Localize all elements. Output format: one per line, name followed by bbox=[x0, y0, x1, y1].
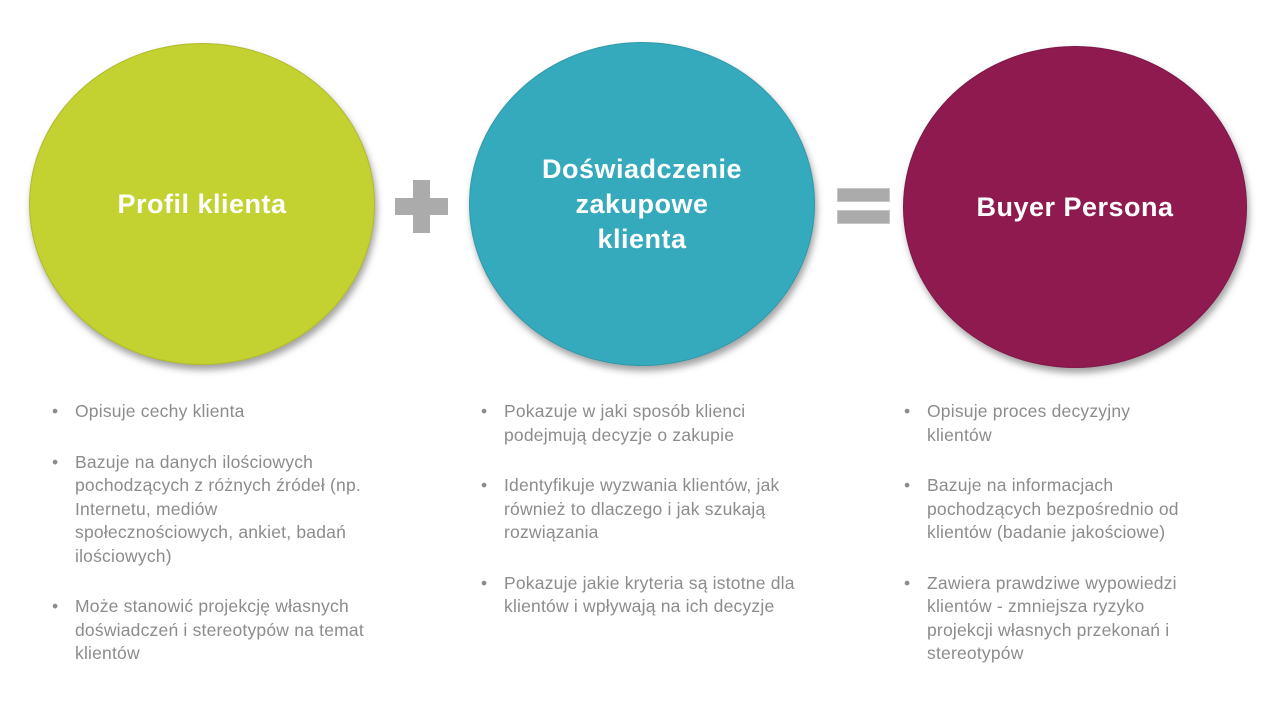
list-item bbox=[477, 474, 825, 545]
title-line: Doświadczenie bbox=[541, 153, 743, 184]
bullet-text: Bazuje na informacjach pochodzących bezpośrednio od klientów (badanie jakościowe) bbox=[927, 475, 1179, 542]
bullet-icon: • bbox=[481, 475, 488, 495]
circle-title-buyer-persona: Buyer Persona bbox=[976, 191, 1174, 222]
bullet-list-buyer-persona bbox=[900, 400, 1196, 693]
bullet-text: Zawiera prawdziwe wypowiedzi klientów - zmniejsza ryzyko projekcji własnych przekonań i stereotypów bbox=[927, 572, 1177, 663]
bullet-icon: • bbox=[52, 596, 59, 616]
circle-title-doswiadczenie-zakupowe bbox=[522, 152, 762, 257]
equals-top-bar bbox=[837, 188, 890, 202]
bullet-icon: • bbox=[904, 572, 911, 593]
bullet-text: Pokazuje w jaki sposób klienci podejmują decyzje o zakupie bbox=[504, 401, 746, 445]
bullet-text: Opisuje proces decyzyjny klientów bbox=[927, 401, 1131, 445]
list-item bbox=[900, 474, 1196, 545]
equals-icon bbox=[837, 188, 890, 224]
title-line: zakupowe bbox=[575, 188, 709, 219]
circle-profil-klienta bbox=[29, 43, 375, 365]
bullet-icon: • bbox=[481, 401, 488, 421]
bullet-text: Bazuje na danych ilościowych pochodzących z różnych źródeł (np. Internetu, mediów społecznościowych, ankiet, badań ilościowych) bbox=[75, 451, 361, 566]
bullet-icon: • bbox=[904, 475, 911, 495]
list-item bbox=[48, 400, 380, 424]
bullet-list-doswiadczenie-zakupowe bbox=[477, 400, 825, 646]
bullet-text: Identyfikuje wyzwania klientów, jak również to dlaczego i jak szukają rozwiązania bbox=[504, 475, 780, 542]
list-item bbox=[48, 451, 380, 569]
circle-doswiadczenie-zakupowe bbox=[469, 42, 815, 366]
bullet-icon: • bbox=[481, 572, 488, 593]
bullet-text: Może stanowić projekcję własnych doświadczeń i stereotypów na temat klientów bbox=[75, 596, 364, 663]
list-item bbox=[900, 572, 1196, 666]
plus-vertical-bar bbox=[413, 180, 430, 233]
list-item bbox=[477, 400, 825, 447]
bullet-icon: • bbox=[904, 401, 911, 421]
bullet-icon: • bbox=[52, 451, 59, 472]
list-item bbox=[477, 572, 825, 619]
list-item bbox=[900, 400, 1196, 447]
title-line: klienta bbox=[597, 223, 687, 254]
circle-title-profil-klienta: Profil klienta bbox=[117, 188, 287, 219]
bullet-icon: • bbox=[52, 401, 59, 421]
plus-icon bbox=[395, 180, 448, 233]
circle-buyer-persona bbox=[903, 46, 1247, 368]
list-item bbox=[48, 595, 380, 666]
equals-bottom-bar bbox=[837, 210, 890, 224]
bullet-text: Pokazuje jakie kryteria są istotne dla klientów i wpływają na ich decyzje bbox=[504, 572, 795, 616]
bullet-text: Opisuje cechy klienta bbox=[75, 401, 245, 421]
bullet-list-profil-klienta bbox=[48, 400, 380, 693]
